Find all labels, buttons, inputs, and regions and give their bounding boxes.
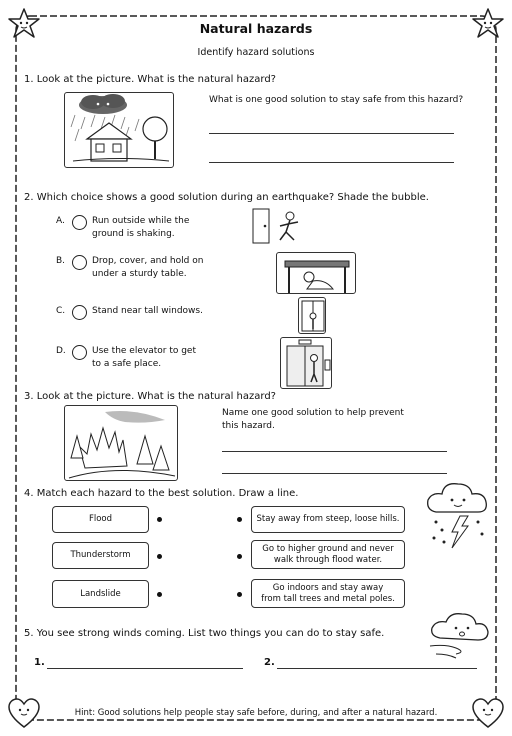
- answer-line[interactable]: [47, 668, 243, 669]
- drop-cover-table-picture: [276, 252, 356, 294]
- page-subtitle: Identify hazard solutions: [197, 47, 315, 58]
- question-5-prompt: 5. You see strong winds coming. List two things you can do to stay safe.: [24, 628, 385, 639]
- answer-line[interactable]: [209, 133, 454, 134]
- option-a-text: Run outside while the ground is shaking.: [92, 216, 190, 239]
- question-3-prompt: 3. Look at the picture. What is the natural hazard?: [24, 391, 276, 402]
- match-dot[interactable]: [157, 554, 162, 559]
- answer-line[interactable]: [277, 668, 477, 669]
- match-dot[interactable]: [237, 554, 242, 559]
- answer-line[interactable]: [222, 473, 447, 474]
- option-b-bubble[interactable]: [72, 255, 87, 270]
- question-3-side-question: Name one good solution to help prevent this hazard.: [222, 408, 404, 431]
- question-2-prompt: 2. Which choice shows a good solution during an earthquake? Shade the bubble.: [24, 192, 429, 203]
- option-b-text: Drop, cover, and hold on under a sturdy table.: [92, 256, 204, 279]
- option-d-letter: D.: [56, 346, 66, 356]
- option-a-letter: A.: [56, 216, 65, 226]
- answer-line[interactable]: [222, 451, 447, 452]
- match-dot[interactable]: [157, 592, 162, 597]
- running-outside-picture: [250, 206, 310, 246]
- option-d-text: Use the elevator to get to a safe place.: [92, 346, 196, 369]
- option-c-text: Stand near tall windows.: [92, 306, 203, 316]
- match-dot[interactable]: [157, 517, 162, 522]
- window-picture: [298, 297, 326, 334]
- blank-1-label: 1.: [34, 657, 45, 668]
- answer-line[interactable]: [209, 162, 454, 163]
- hint-text: Hint: Good solutions help people stay safe before, during, and after a natural hazard.: [74, 708, 438, 718]
- question-1-prompt: 1. Look at the picture. What is the natural hazard?: [24, 74, 276, 85]
- solution-higher-ground[interactable]: Go to higher ground and never walk through flood water.: [251, 540, 405, 569]
- hazard-landslide[interactable]: Landslide: [52, 580, 149, 608]
- hazard-flood[interactable]: Flood: [52, 506, 149, 533]
- storm-cloud-icon: [424, 478, 492, 552]
- option-a-bubble[interactable]: [72, 215, 87, 230]
- blank-2-label: 2.: [264, 657, 275, 668]
- match-dot[interactable]: [237, 592, 242, 597]
- option-c-bubble[interactable]: [72, 305, 87, 320]
- option-b-letter: B.: [56, 256, 66, 266]
- wildfire-picture: [64, 405, 178, 481]
- option-d-bubble[interactable]: [72, 345, 87, 360]
- elevator-picture: [280, 337, 332, 389]
- wind-cloud-icon: [426, 610, 496, 662]
- match-dot[interactable]: [237, 517, 242, 522]
- question-1-side-question: What is one good solution to stay safe from this hazard?: [209, 95, 464, 105]
- storm-house-picture: [64, 92, 174, 168]
- question-4-prompt: 4. Match each hazard to the best solution. Draw a line.: [24, 488, 299, 499]
- solution-go-indoors[interactable]: Go indoors and stay away from tall trees and metal poles.: [251, 579, 405, 608]
- hazard-thunderstorm[interactable]: Thunderstorm: [52, 542, 149, 569]
- page-title: Natural hazards: [199, 21, 313, 36]
- solution-steep-hills[interactable]: Stay away from steep, loose hills.: [251, 506, 405, 533]
- option-c-letter: C.: [56, 306, 66, 316]
